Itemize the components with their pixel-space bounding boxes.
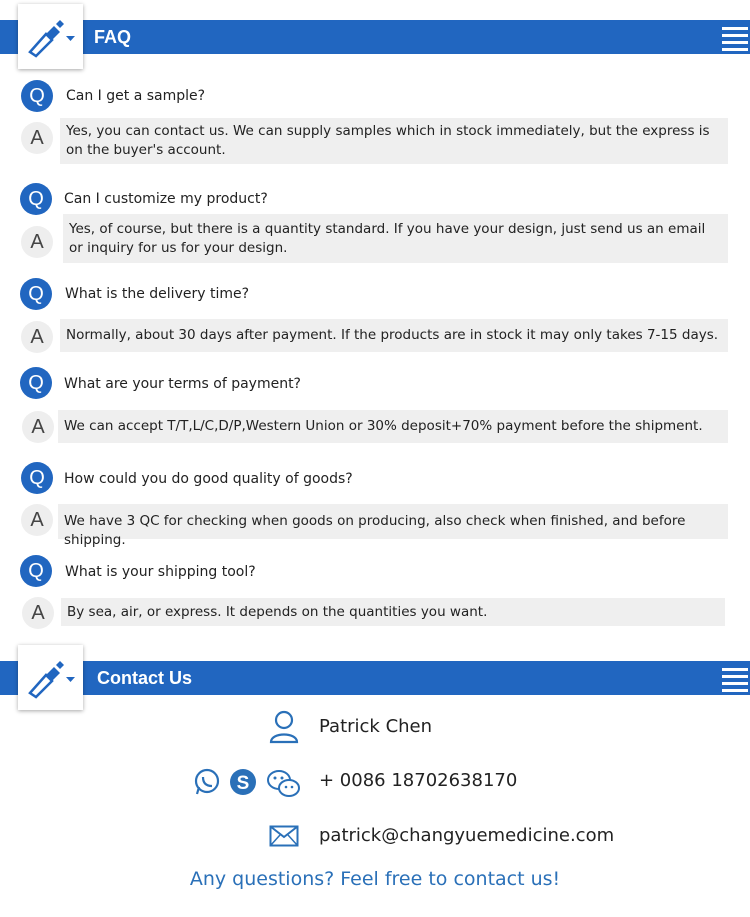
q-badge-icon: Q [21,462,53,494]
a-badge-icon: A [21,504,53,536]
faq-header-bar [0,20,750,54]
faq-answer-5: We have 3 QC for checking when goods on producing, also check when finished, and before shipping. [58,504,728,539]
q-badge-icon: Q [20,367,52,399]
q-badge-icon: Q [20,183,52,215]
a-badge-icon: A [21,122,53,154]
faq-question-6: What is your shipping tool? [65,564,256,580]
envelope-icon [269,825,299,847]
faq-answer-1: Yes, you can contact us. We can supply samples which in stock immediately, but the express is on the buyer's account. [60,118,728,164]
faq-question-2: Can I customize my product? [64,191,268,207]
contact-email[interactable]: patrick@changyuemedicine.com [319,825,615,846]
q-badge-icon: Q [20,555,52,587]
a-badge-icon: A [22,597,54,629]
faq-answer-6: By sea, air, or express. It depends on the quantities you want. [61,598,725,626]
person-icon [268,710,300,744]
contact-name: Patrick Chen [319,716,433,737]
a-badge-icon: A [21,226,53,258]
dropper-icon [18,4,83,69]
faq-question-5: How could you do good quality of goods? [64,471,353,487]
menu-icon[interactable] [722,664,748,692]
whatsapp-icon[interactable] [193,768,221,796]
faq-question-4: What are your terms of payment? [64,376,301,392]
faq-answer-4: We can accept T/T,L/C,D/P,Western Union or 30% deposit+70% payment before the shipment. [58,410,728,443]
contact-phone: + 0086 18702638170 [319,770,518,791]
q-badge-icon: Q [20,278,52,310]
skype-icon[interactable] [229,767,257,797]
faq-title: FAQ [94,27,132,47]
menu-icon[interactable] [722,23,748,51]
faq-question-1: Can I get a sample? [66,88,206,104]
dropper-icon [18,645,83,710]
faq-answer-3: Normally, about 30 days after payment. If the products are in stock it may only takes 7-15 days. [60,319,728,352]
contact-title: Contact Us [97,668,193,688]
faq-question-3: What is the delivery time? [65,286,250,302]
a-badge-icon: A [21,321,53,353]
contact-message: Any questions? Feel free to contact us! [189,868,561,890]
svg-text:S: S [236,773,250,794]
q-badge-icon: Q [21,80,53,112]
a-badge-icon: A [22,411,54,443]
wechat-icon[interactable] [266,768,302,800]
contact-header-bar [0,661,750,695]
faq-answer-2: Yes, of course, but there is a quantity standard. If you have your design, just send us an email or inquiry for us for your design. [63,214,728,263]
